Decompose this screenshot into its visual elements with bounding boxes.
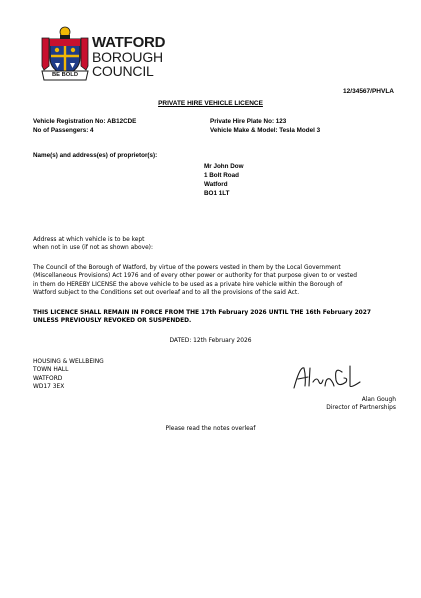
signatory-block <box>326 396 396 413</box>
vehicle-make-model <box>210 127 320 136</box>
council-logo <box>40 26 180 82</box>
passengers-label: No of Passengers: <box>33 127 89 134</box>
registration-label: Vehicle Registration No: <box>33 118 106 125</box>
passengers-value: 4 <box>90 127 94 134</box>
body-line: Watford subject to the Conditions set out overleaf and to all the provisions of the said Act. <box>33 290 300 297</box>
issuer-line: HOUSING & WELLBEING <box>33 359 104 365</box>
logo-line-3: COUNCIL <box>92 63 154 79</box>
logo-line-2: BOROUGH <box>92 49 163 65</box>
validity-line: THIS LICENCE SHALL REMAIN IN FORCE FROM THE 17th February 2026 UNTIL THE 16th February 2027 <box>33 310 371 316</box>
issuer-address <box>33 358 104 392</box>
signatory-title: Director of Partnerships <box>326 405 396 412</box>
signatory-name: Alan Gough <box>361 397 396 403</box>
proprietor-address <box>204 162 244 199</box>
kept-address-label <box>33 236 153 253</box>
proprietor-label: Name(s) and address(es) of proprietor(s): <box>33 152 158 159</box>
plate-value: 123 <box>275 118 287 125</box>
make-value: Tesla Model 3 <box>279 127 321 134</box>
kept-address-line: Address at which vehicle is to be kept <box>33 237 145 243</box>
logo-motto: BE BOLD <box>51 72 79 78</box>
proprietor-line: Watford <box>204 181 228 189</box>
signature-image <box>290 362 380 392</box>
registration-value: AB12CDE <box>106 118 137 125</box>
plate-number <box>210 118 286 127</box>
validity-statement <box>33 309 403 326</box>
logo-line-1: WATFORD <box>92 34 166 51</box>
logo-wordmark <box>92 36 165 78</box>
issuer-line: WATFORD <box>33 375 63 382</box>
proprietor-line: Mr John Dow <box>204 163 244 170</box>
issuer-line: TOWN HALL <box>33 367 69 374</box>
proprietor-line: BO1 1LT <box>204 190 230 198</box>
plate-label: Private Hire Plate No: <box>210 118 275 125</box>
body-line: (Miscellaneous Provisions) Act 1976 and of every other power or authority for that purpose given to or vested <box>33 273 357 280</box>
document-title: PRIVATE HIRE VEHICLE LICENCE <box>158 100 263 107</box>
body-line: The Council of the Borough of Watford, by virtue of the powers vested in them by the Local Government <box>33 265 341 271</box>
date-issued: DATED: 12th February 2026 <box>169 338 252 344</box>
proprietor-line: 1 Bolt Road <box>204 172 239 180</box>
vehicle-registration <box>33 118 136 127</box>
licence-body <box>33 264 403 298</box>
passenger-count <box>33 127 94 136</box>
make-label: Vehicle Make & Model: <box>210 127 278 134</box>
issuer-line: WD17 3EX <box>33 384 65 391</box>
overleaf-note: Please read the notes overleaf <box>165 426 256 432</box>
licence-reference: 12/34567/PHVLA <box>343 88 394 95</box>
body-line: in them do HEREBY LICENSE the above vehicle to be used as a private hire vehicle within the Borough of <box>33 281 343 288</box>
validity-line: UNLESS PREVIOUSLY REVOKED OR SUSPENDED. <box>33 318 192 325</box>
kept-address-line: when not in use (if not as shown above): <box>33 245 153 252</box>
